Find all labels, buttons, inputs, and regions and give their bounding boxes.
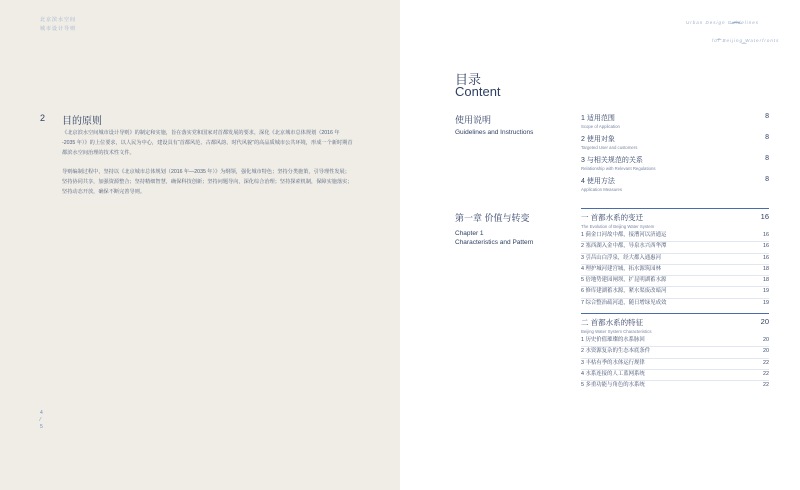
toc-title: 目录: [455, 72, 482, 87]
header-line-2: 城市设计导则: [40, 26, 77, 32]
group-subtitle-2: Characteristics and Pattern: [455, 239, 534, 246]
toc-item[interactable]: [581, 155, 769, 176]
toc-item[interactable]: [581, 176, 769, 197]
sub-title: 3 引昌山白浮泉，经大都入通惠河: [581, 254, 661, 261]
toc-group-guidelines: [455, 113, 533, 137]
sub-title: 5 多重功能与角色的水系统: [581, 382, 645, 389]
sub-page: 18: [763, 277, 769, 284]
sub-title: 6 修库建湖蓄水源，紧水渠废改暗河: [581, 288, 667, 295]
toc-item-en: Application Measures: [581, 187, 623, 192]
section-number: 2: [40, 113, 46, 123]
sub-title: 4 理护城河建宫城，拓水源筑园林: [581, 265, 661, 272]
sub-page: 20: [763, 337, 769, 343]
toc-sub-item[interactable]: [581, 347, 769, 358]
toc-item-en: Targeted User and customers: [581, 145, 638, 150]
sub-title: 4 水系连接的人工蓝网系统: [581, 370, 645, 377]
sub-page: 16: [763, 254, 769, 261]
sub-title: 1 蓟金口河故中都，接漕河以济通运: [581, 232, 667, 238]
section-title: 目的原则: [62, 116, 102, 127]
group-subtitle-1: Chapter 1: [455, 230, 484, 237]
toc-item-title: 2 使用对象: [581, 136, 615, 143]
paragraph-1: 《北京滨水空间城市设计导则》的制定和实施，旨在落实党和国家对首都发展的要求，深化《北京城市总体规划（2016 年 -2035 年）》的上位要求，以人民为中心，建设具有“首都风范、古都风韵、时代风貌”的高品质城市公共环境，形成一个新时期首都滨水空间治理的技术性文件。: [62, 130, 353, 156]
sub-page: 19: [763, 299, 769, 306]
toc-chapter2-list: [581, 313, 769, 391]
toc-sub-item[interactable]: [581, 276, 769, 287]
toc-guidelines-list: [581, 113, 769, 197]
toc-sub-item[interactable]: [581, 336, 769, 347]
sub-page: 19: [763, 288, 769, 295]
logo-line-2: for Beijing Waterfronts: [712, 38, 780, 43]
group-title: 第一章 价值与转变: [455, 213, 530, 223]
toc-item-en: Scope of Application: [581, 124, 620, 129]
toc-sub-item[interactable]: [581, 287, 769, 298]
group-subtitle: Guidelines and Instructions: [455, 129, 534, 136]
toc-item-page: 8: [765, 134, 769, 141]
page-number-left: 4: [40, 410, 43, 416]
sub-title: 2 水资源复杂的生态本底条件: [581, 348, 651, 355]
toc-subtitle: Content: [455, 84, 501, 99]
toc-item-title: 3 与相关规范的关系: [581, 157, 643, 164]
running-header: [40, 16, 76, 34]
toc-group-chapter1: [455, 211, 533, 247]
toc-chapter-page: 16: [760, 212, 769, 221]
sub-page: 22: [763, 370, 769, 377]
sub-page: 18: [763, 265, 769, 272]
toc-chapter-page: 20: [760, 317, 769, 326]
toc-sub-item[interactable]: [581, 370, 769, 381]
sub-page: 16: [763, 243, 769, 250]
sub-title: 7 综合整治疏河道，随日增绿见成效: [581, 299, 667, 306]
header-line-1: 北京滨水空间: [40, 17, 77, 23]
toc-sub-item[interactable]: [581, 265, 769, 276]
toc-sub-item[interactable]: [581, 381, 769, 391]
toc-item-en: Relationship with Relevant Regulations: [581, 166, 656, 171]
sub-page: 20: [763, 348, 769, 355]
toc-item-title: 1 适用范围: [581, 115, 615, 122]
toc-chapter-en: The Evolution of Beijing Water System: [581, 224, 655, 229]
toc-chapter-item[interactable]: [581, 209, 769, 231]
sub-title: 1 历史价值璀璨的水系脉回: [581, 337, 645, 343]
toc-sub-item[interactable]: [581, 359, 769, 370]
sub-title: 5 倍地势建园闸坝，扩昆明湖蓄水源: [581, 277, 667, 284]
toc-item[interactable]: [581, 134, 769, 155]
sub-page: 16: [763, 232, 769, 238]
page-divider-icon: ⁄: [40, 417, 41, 423]
toc-sub-item[interactable]: [581, 231, 769, 242]
logo-line-1: Urban Design Guidelines: [686, 20, 760, 25]
toc-chapter-title: 一 首都水系的变迁: [581, 213, 644, 222]
toc-item-page: 8: [765, 113, 769, 120]
toc-item-title: 4 使用方法: [581, 178, 615, 185]
toc-item-page: 8: [765, 176, 769, 183]
toc-chapter-item[interactable]: [581, 314, 769, 336]
toc-sub-item[interactable]: [581, 242, 769, 253]
logo: [686, 14, 780, 54]
group-title: 使用说明: [455, 115, 492, 125]
page-number-right: 5: [40, 424, 43, 430]
toc-item-page: 8: [765, 155, 769, 162]
toc-sub-item[interactable]: [581, 254, 769, 265]
paragraph-2: 导则编制过程中，坚持以《北京城市总体规划（2016 年—2035 年）》为纲领，强化城市特色；坚持分类施策，引导理性发展；坚持协同共享，加强资源整合；坚持精细智慧，确保科技创新；坚持问题导向，深化综合治理；坚持探索机制，保障实施落实；坚持动态开放，确保不断完善导则。: [62, 169, 353, 195]
toc-chapter-title: 二 首都水系的特征: [581, 318, 644, 327]
sub-page: 22: [763, 382, 769, 389]
page-number: [40, 410, 43, 431]
sub-page: 22: [763, 359, 769, 366]
sub-title: 2 塞西湖入金中都，导泉水兴西华潭: [581, 243, 667, 250]
sub-title: 3 丰枯有季的水体运行规律: [581, 359, 645, 366]
toc-sub-item[interactable]: [581, 299, 769, 309]
toc-chapter1-list: [581, 208, 769, 309]
toc-chapter-en: Beijing Water System Characteristics: [581, 329, 652, 334]
toc-item[interactable]: [581, 113, 769, 134]
